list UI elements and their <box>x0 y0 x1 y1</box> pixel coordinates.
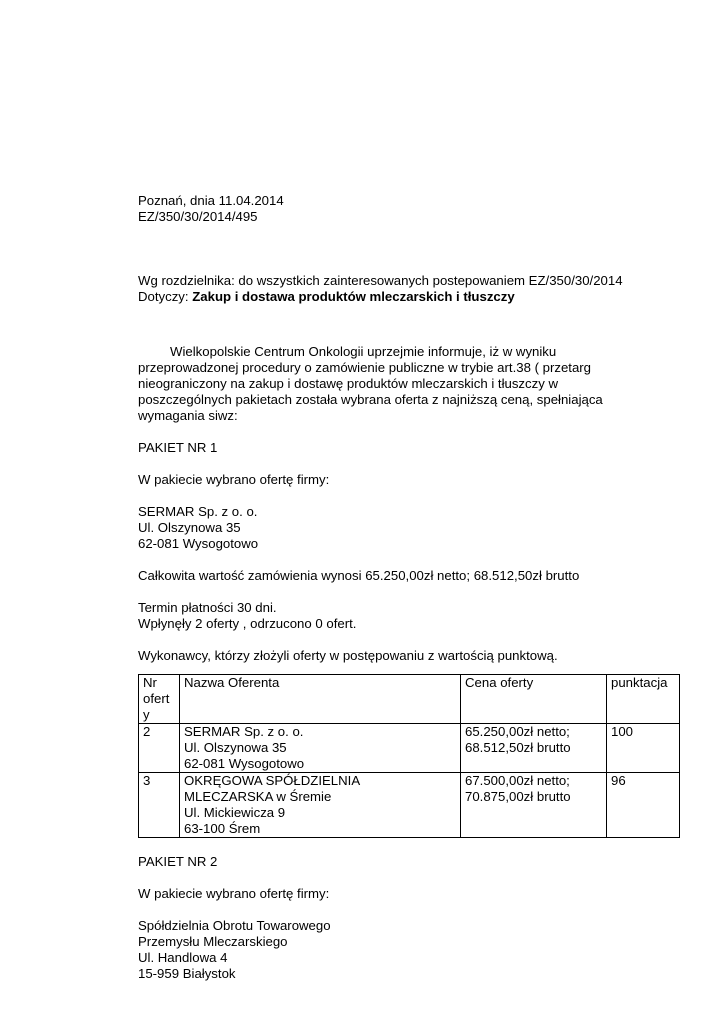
intro-line: nieograniczony na zakup i dostawę produktów mleczarskich i tłuszczy w <box>138 376 558 391</box>
package1-company-line: Ul. Olszynowa 35 <box>138 520 241 535</box>
package2-title: PAKIET NR 2 <box>138 854 218 869</box>
package2-company-line: 15-959 Białystok <box>138 966 236 981</box>
cell-price <box>461 773 607 838</box>
header-nr: Nr oferty <box>139 675 180 724</box>
package1-title: PAKIET NR 1 <box>138 440 218 455</box>
cell-name-line: Ul. Mickiewicza 9 <box>184 805 286 820</box>
package2-company-line: Przemysłu Mleczarskiego <box>138 934 288 949</box>
header-points: punktacja <box>607 675 680 724</box>
subject-line <box>138 289 683 305</box>
package1-company-line: 62-081 Wysogotowo <box>138 536 259 551</box>
table-row <box>139 773 680 838</box>
table-row <box>139 724 680 773</box>
cell-price-line: 68.512,50zł brutto <box>465 740 571 755</box>
reference-number: EZ/350/30/2014/495 <box>138 209 258 224</box>
cell-price-line: 70.875,00zł brutto <box>465 789 571 804</box>
package1-company-line: SERMAR Sp. z o. o. <box>138 504 258 519</box>
subject-label: Dotyczy: <box>138 289 193 304</box>
package1-payment-term: Termin płatności 30 dni. <box>138 600 277 615</box>
package2-selected-label: W pakiecie wybrano ofertę firmy: <box>138 886 330 901</box>
table-header-row <box>139 675 680 724</box>
intro-line: wymagania siwz: <box>138 408 238 423</box>
cell-name-line: MLECZARSKA w Śremie <box>184 789 332 804</box>
package1-total-value: Całkowita wartość zamówienia wynosi 65.250,00zł netto; 68.512,50zł brutto <box>138 568 580 583</box>
package2-company-line: Spółdzielnia Obrotu Towarowego <box>138 918 331 933</box>
offers-table <box>138 674 680 838</box>
header-price: Cena oferty <box>461 675 607 724</box>
cell-price <box>461 724 607 773</box>
cell-points: 96 <box>607 773 680 838</box>
cell-name-line: 63-100 Śrem <box>184 821 261 836</box>
cell-name-line: OKRĘGOWA SPÓŁDZIELNIA <box>184 773 361 788</box>
subject-text: Zakup i dostawa produktów mleczarskich i tłuszczy <box>192 289 515 304</box>
document-page <box>138 193 683 982</box>
cell-nr: 2 <box>139 724 180 773</box>
cell-name <box>180 773 461 838</box>
intro-line: Wielkopolskie Centrum Onkologii uprzejmie informuje, iż w wyniku <box>170 344 557 359</box>
cell-nr: 3 <box>139 773 180 838</box>
intro-line: przeprowadzonej procedury o zamówienie publiczne w trybie art.38 ( przetarg <box>138 360 591 375</box>
cell-points: 100 <box>607 724 680 773</box>
package1-offers-count: Wpłynęły 2 oferty , odrzucono 0 ofert. <box>138 616 357 631</box>
cell-price-line: 65.250,00zł netto; <box>465 724 570 739</box>
cell-name-line: 62-081 Wysogotowo <box>184 756 305 771</box>
recipients: Wg rozdzielnika: do wszystkich zainteresowanych postepowaniem EZ/350/30/2014 <box>138 273 623 288</box>
cell-name-line: Ul. Olszynowa 35 <box>184 740 287 755</box>
intro-line: poszczególnych pakietach została wybrana oferta z najniższą ceną, spełniająca <box>138 392 603 407</box>
package2-company-line: Ul. Handlowa 4 <box>138 950 228 965</box>
place-date: Poznań, dnia 11.04.2014 <box>138 193 284 208</box>
package1-selected-label: W pakiecie wybrano ofertę firmy: <box>138 472 330 487</box>
cell-price-line: 67.500,00zł netto; <box>465 773 570 788</box>
cell-name <box>180 724 461 773</box>
intro-paragraph <box>138 344 683 424</box>
header-name: Nazwa Oferenta <box>180 675 461 724</box>
cell-name-line: SERMAR Sp. z o. o. <box>184 724 304 739</box>
package1-table-intro: Wykonawcy, którzy złożyli oferty w postępowaniu z wartością punktową. <box>138 648 558 663</box>
